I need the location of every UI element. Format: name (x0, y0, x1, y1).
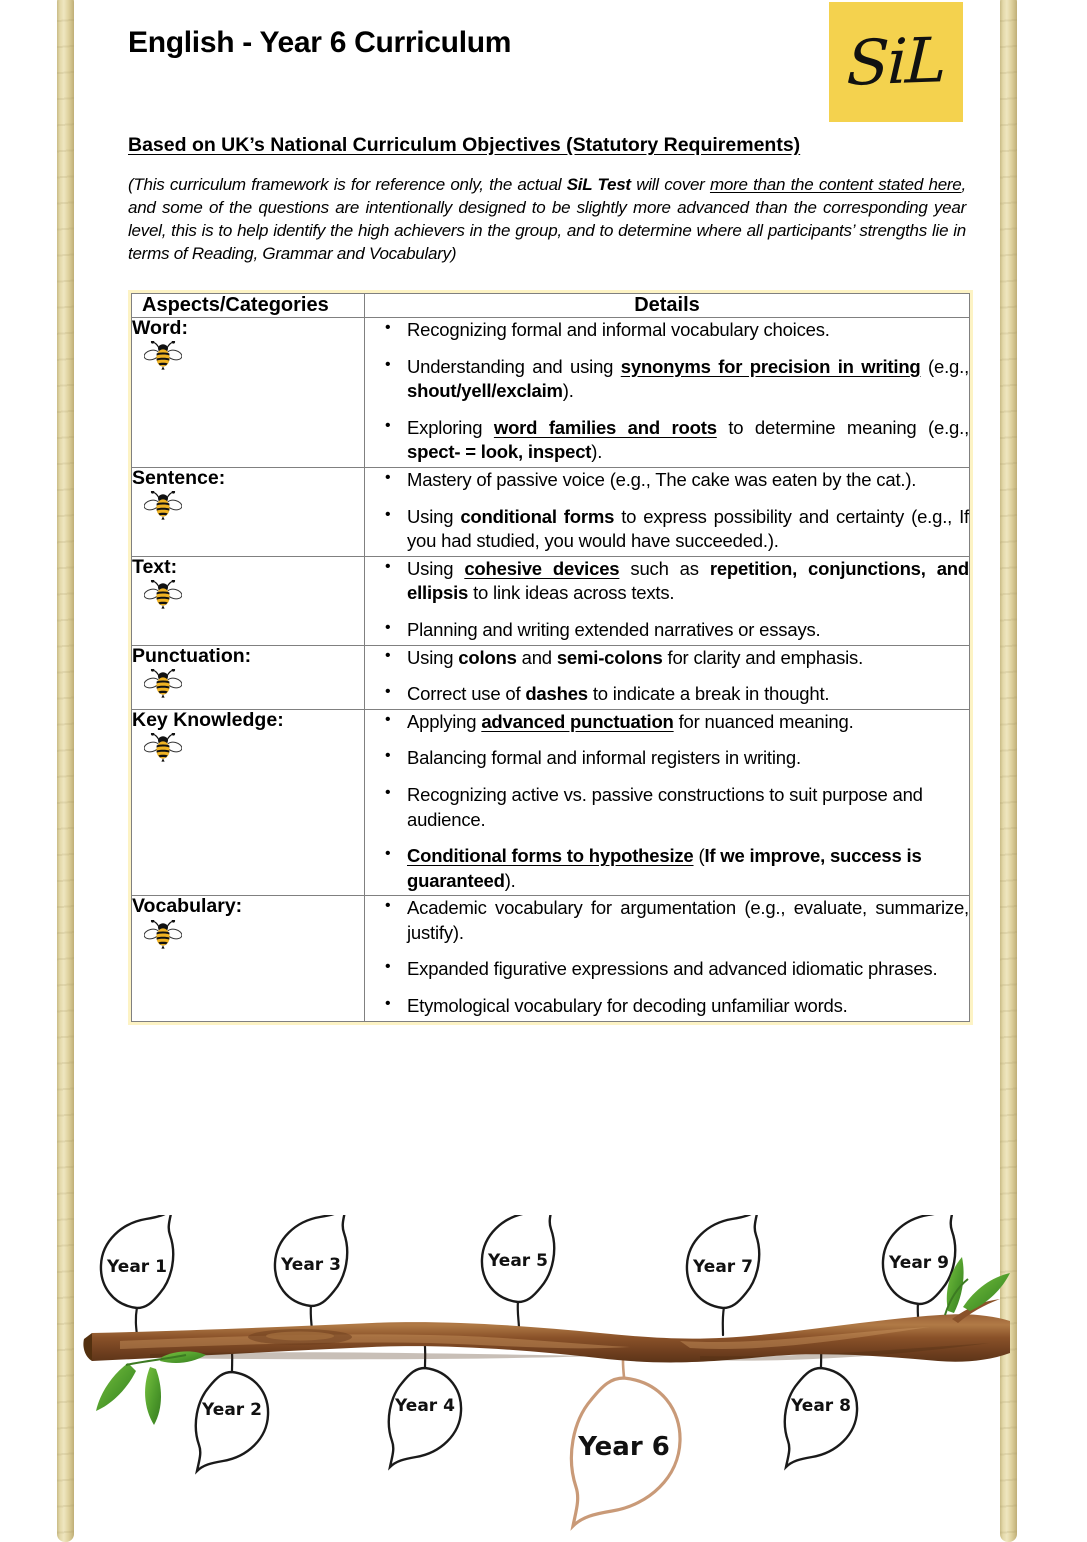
intro-part-2: will cover (630, 175, 710, 194)
intro-bold-sil-test: SiL Test (566, 175, 631, 194)
table-row (132, 467, 970, 556)
details-list (365, 710, 969, 894)
table-row (132, 318, 970, 468)
intro-part-3: , and some of the questions are intentionally designed to be slightly more advanced than the corresponding year level, this is to help identify the high achievers in the group, and to determine where all participants’ strengths lie in terms of Reading, Grammar and Vocabulary) (128, 175, 967, 264)
bee-icon (144, 733, 182, 763)
details-bullet: • Academic vocabulary for argumentation (e.g., evaluate, summarize, justify). (365, 896, 969, 945)
category-cell (132, 556, 365, 645)
table-body (132, 318, 970, 1022)
details-bullet: • Balancing formal and informal registers in writing. (365, 746, 969, 771)
bee-icon (144, 580, 364, 615)
bee-icon (144, 920, 364, 955)
intro-part-1: (This curriculum framework is for reference only, the actual (128, 175, 567, 194)
leaf-label-year-4: Year 4 (395, 1396, 455, 1416)
table-row (132, 896, 970, 1021)
category-label: Text: (132, 555, 178, 578)
details-bullet: • Understanding and using synonyms for precision in writing (e.g., shout/yell/exclaim). (365, 355, 969, 404)
leaf-label-year-1: Year 1 (107, 1257, 167, 1277)
details-bullet: • Conditional forms to hypothesize (If we improve, success is guaranteed). (365, 844, 969, 893)
table-row (132, 645, 970, 709)
table-row (132, 556, 970, 645)
details-list (365, 557, 969, 643)
leaf-label-year-8: Year 8 (791, 1396, 851, 1416)
category-label: Key Knowledge: (132, 708, 284, 731)
category-label: Vocabulary: (132, 895, 243, 918)
details-cell (365, 556, 970, 645)
details-cell (365, 318, 970, 468)
category-label: Word: (132, 317, 188, 339)
details-list (365, 468, 969, 554)
leaf-label-year-3: Year 3 (281, 1255, 341, 1275)
category-label: Punctuation: (132, 644, 252, 667)
leaf-label-year-7: Year 7 (693, 1257, 753, 1277)
page-title: English - Year 6 Curriculum (128, 26, 512, 59)
details-cell (365, 709, 970, 896)
sil-logo (829, 2, 963, 122)
table-row (132, 709, 970, 896)
details-list (365, 896, 969, 1018)
details-cell (365, 645, 970, 709)
bee-icon (144, 669, 364, 704)
bee-icon (144, 669, 182, 699)
subtitle: Based on UK’s National Curriculum Objectives (Statutory Requirements) (128, 134, 801, 156)
logo-text: SiL (845, 23, 947, 100)
bee-icon (144, 491, 364, 526)
year-branch-illustration (0, 1215, 1087, 1536)
bee-icon (144, 920, 182, 950)
bee-icon (144, 341, 364, 376)
details-bullet: • Planning and writing extended narratives or essays. (365, 618, 969, 643)
details-bullet: • Expanded figurative expressions and advanced idiomatic phrases. (365, 957, 969, 982)
details-bullet: • Using colons and semi-colons for clarity and emphasis. (365, 646, 969, 671)
leaf-label-year-2: Year 2 (202, 1400, 262, 1420)
details-bullet: • Using cohesive devices such as repetition, conjunctions, and ellipsis to link ideas across texts. (365, 557, 969, 606)
bee-icon (144, 733, 364, 768)
details-bullet: • Recognizing active vs. passive constructions to suit purpose and audience. (365, 783, 969, 832)
intro-underline-more-than: more than the content stated here (709, 175, 962, 194)
bee-icon (144, 580, 182, 610)
details-bullet: • Exploring word families and roots to determine meaning (e.g., spect- = look, inspect). (365, 416, 969, 465)
details-bullet: • Recognizing formal and informal vocabulary choices. (365, 318, 969, 343)
details-list (365, 646, 969, 707)
year-6-label: Year 6 (578, 1432, 670, 1462)
category-cell (132, 709, 365, 896)
details-cell (365, 467, 970, 556)
details-bullet: • Correct use of dashes to indicate a break in thought. (365, 682, 969, 707)
details-list (365, 318, 969, 465)
details-bullet: • Using conditional forms to express possibility and certainty (e.g., If you had studied, you would have succeeded.). (365, 505, 969, 554)
details-bullet: • Mastery of passive voice (e.g., The cake was eaten by the cat.). (365, 468, 969, 493)
bee-icon (144, 341, 182, 371)
table-header-row (132, 294, 970, 318)
green-leaf-sprig-left (96, 1351, 206, 1425)
leaf-label-year-9: Year 9 (889, 1253, 949, 1273)
category-label: Sentence: (132, 466, 226, 489)
category-cell (132, 318, 365, 468)
header-aspects-categories: Aspects/Categories (132, 294, 365, 318)
details-bullet: • Etymological vocabulary for decoding unfamiliar words. (365, 994, 969, 1019)
details-cell (365, 896, 970, 1021)
header-details: Details (365, 294, 970, 318)
category-cell (132, 645, 365, 709)
green-leaf-sprig-right (945, 1257, 1010, 1315)
curriculum-table (131, 293, 970, 1022)
curriculum-table-wrapper (128, 290, 973, 1025)
category-cell (132, 467, 365, 556)
details-bullet: • Applying advanced punctuation for nuanced meaning. (365, 710, 969, 735)
bee-icon (144, 491, 182, 521)
category-cell (132, 896, 365, 1021)
intro-paragraph (128, 173, 966, 265)
leaf-label-year-5: Year 5 (488, 1251, 548, 1271)
